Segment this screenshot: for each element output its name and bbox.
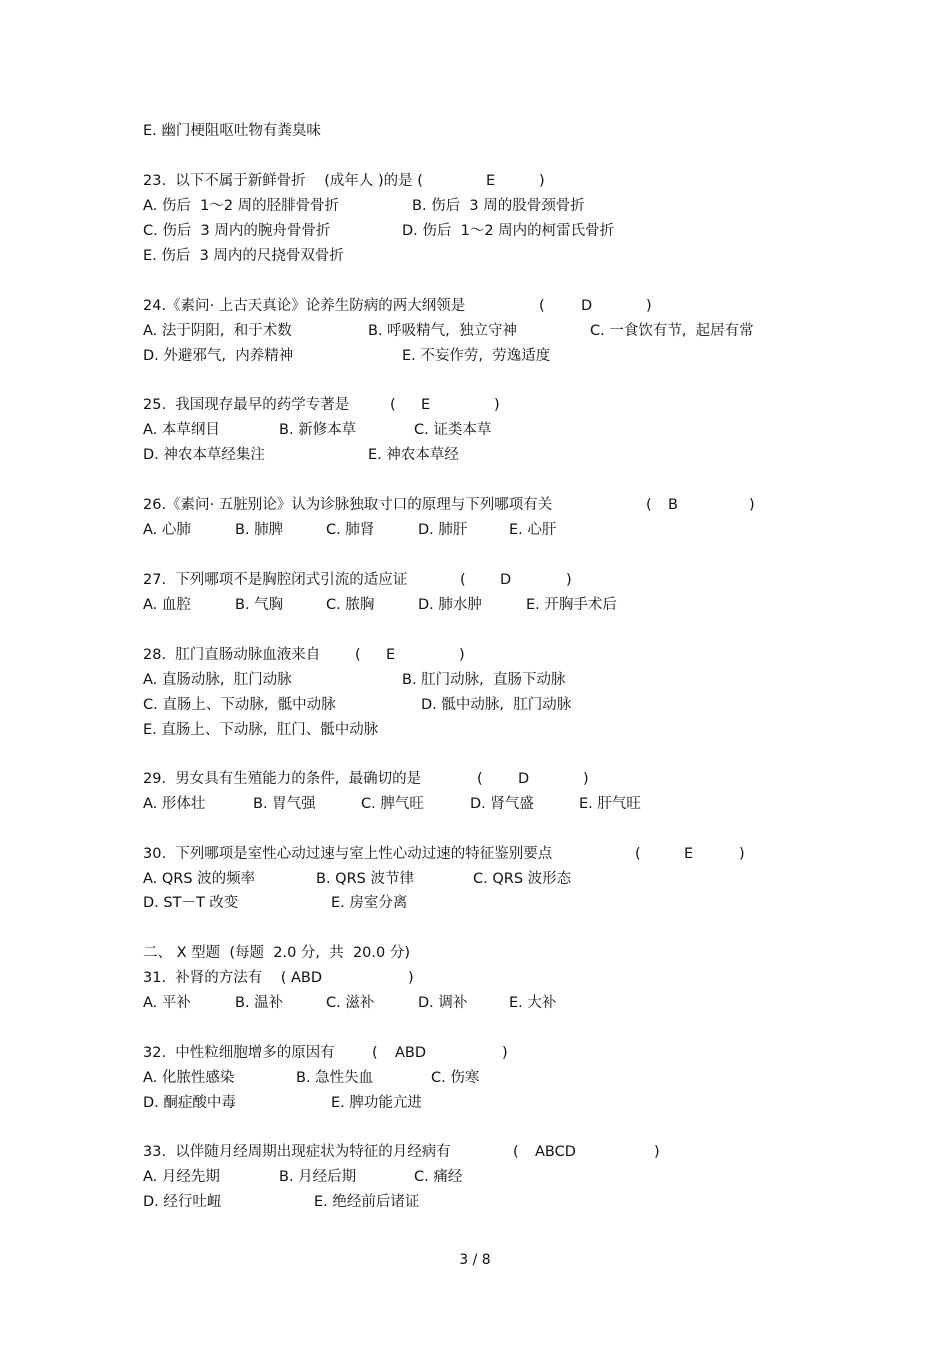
text-segment: E [386,647,396,663]
text-segment: ) [408,970,414,986]
text-segment: E. 不妄作劳, 劳逸适度 [402,348,551,364]
text-segment: ) [459,647,465,663]
text-segment: A. 心肺 [143,522,191,538]
text-segment: A. 月经先期 [143,1169,220,1185]
text-segment: E. 肝气旺 [579,796,641,812]
page-number: 3 / 8 [459,1252,491,1268]
text-segment: ABCD [535,1144,576,1160]
text-segment: C. 伤后 3 周内的腕舟骨骨折 [143,223,331,239]
text-segment: E. 房室分离 [331,895,408,911]
text-segment: 33. 以伴随月经周期出现症状为特征的月经病有 [143,1144,451,1160]
text-segment: ( [513,1144,519,1160]
text-segment: B. 急性失血 [296,1070,374,1086]
text-segment: D. 伤后 1～2 周内的柯雷氏骨折 [402,223,615,239]
text-segment: ) [502,1045,508,1061]
text-segment: 31. 补肾的方法有 ( ABD [143,970,323,986]
text-segment: 24.《素问· 上古天真论》论养生防病的两大纲领是 [143,298,466,314]
text-segment: B. 肛门动脉, 直肠下动脉 [402,672,566,688]
text-segment: ) [646,298,652,314]
text-segment: D. 肺水肿 [418,597,482,613]
text-segment: B. 呼吸精气, 独立守神 [368,323,517,339]
text-segment: ) [566,572,572,588]
text-segment: ( [477,771,483,787]
text-segment: C. 痛经 [414,1169,463,1185]
text-segment: C. 脓胸 [326,597,375,613]
text-segment: B [668,497,678,513]
text-segment: 25. 我国现存最早的药学专著是 [143,397,350,413]
text-segment: D. ST－T 改变 [143,895,239,911]
text-segment: E [684,846,694,862]
text-segment: ( [390,397,396,413]
text-segment: ( [355,647,361,663]
text-segment: C. 直肠上、下动脉, 骶中动脉 [143,697,336,713]
text-segment: ( [539,298,545,314]
text-segment: A. 形体壮 [143,796,206,812]
text-segment: ABD [395,1045,427,1061]
text-segment: C. 滋补 [326,995,375,1011]
text-segment: E [486,173,496,189]
text-segment: E. 心肝 [509,522,557,538]
text-segment: D. 肺肝 [418,522,468,538]
text-segment: D. 外避邪气, 内养精神 [143,348,294,364]
text-segment: 30. 下列哪项是室性心动过速与室上性心动过速的特征鉴别要点 [143,846,553,862]
text-segment: 23. 以下不属于新鲜骨折 (成年人 )的是 ( [143,173,423,189]
text-segment: C. 肺肾 [326,522,375,538]
text-segment: D. 骶中动脉, 肛门动脉 [421,697,572,713]
text-segment: A. 血腔 [143,597,191,613]
text-segment: C. 伤寒 [431,1070,480,1086]
text-segment: D [518,771,530,787]
text-segment: 26.《素问· 五脏别论》认为诊脉独取寸口的原理与下列哪项有关 [143,497,553,513]
text-segment: 27. 下列哪项不是胸腔闭式引流的适应证 [143,572,408,588]
text-segment: B. 月经后期 [279,1169,357,1185]
text-segment: ) [739,846,745,862]
text-segment: ( [635,846,641,862]
text-segment: A. 本草纲目 [143,422,220,438]
text-segment: ( [646,497,652,513]
text-segment: ( [372,1045,378,1061]
text-segment: D. 神农本草经集注 [143,447,265,463]
text-segment: ) [749,497,755,513]
text-segment: C. QRS 波形态 [473,871,572,887]
text-segment: D [500,572,512,588]
text-segment: D. 肾气盛 [470,796,534,812]
text-segment: B. 肺脾 [235,522,284,538]
text-segment: B. QRS 波节律 [316,871,414,887]
text-segment: ) [654,1144,660,1160]
text-segment: B. 气胸 [235,597,284,613]
text-segment: E. 神农本草经 [368,447,459,463]
text-segment: B. 新修本草 [279,422,357,438]
text-segment: A. 直肠动脉, 肛门动脉 [143,672,292,688]
text-segment: 二、 X 型题 (每题 2.0 分, 共 20.0 分) [143,945,411,961]
text-segment: B. 胃气强 [253,796,316,812]
text-segment: D [581,298,593,314]
text-segment: E [421,397,431,413]
text-segment: E. 绝经前后诸证 [314,1194,420,1210]
text-segment: A. 化脓性感染 [143,1070,235,1086]
text-segment: 28. 肛门直肠动脉血液来自 [143,647,321,663]
text-segment: C. 一食饮有节, 起居有常 [590,323,754,339]
text-segment: C. 脾气旺 [361,796,424,812]
text-segment: D. 调补 [418,995,468,1011]
text-segment: ) [539,173,545,189]
text-segment: 32. 中性粒细胞增多的原因有 [143,1045,335,1061]
text-segment: E. 脾功能亢进 [331,1095,422,1111]
text-segment: B. 温补 [235,995,284,1011]
text-segment: A. 伤后 1～2 周的胫腓骨骨折 [143,198,340,214]
text-segment: ( [460,572,466,588]
text-segment: D. 经行吐衄 [143,1194,222,1210]
text-segment: 29. 男女具有生殖能力的条件, 最确切的是 [143,771,422,787]
text-segment: E. 直肠上、下动脉, 肛门、骶中动脉 [143,722,379,738]
text-segment: A. 平补 [143,995,191,1011]
text-segment: ) [583,771,589,787]
text-segment: E. 大补 [509,995,557,1011]
text-segment: D. 酮症酸中毒 [143,1095,236,1111]
text-segment: E. 伤后 3 周内的尺挠骨双骨折 [143,248,344,264]
text-segment: A. QRS 波的频率 [143,871,256,887]
text-segment: E. 开胸手术后 [526,597,617,613]
text-segment: C. 证类本草 [414,422,492,438]
text-segment: ) [494,397,500,413]
text-segment: A. 法于阴阳, 和于术数 [143,323,292,339]
text-segment: B. 伤后 3 周的股骨颈骨折 [412,198,585,214]
text-segment: E. 幽门梗阻呕吐物有粪臭味 [143,123,321,139]
